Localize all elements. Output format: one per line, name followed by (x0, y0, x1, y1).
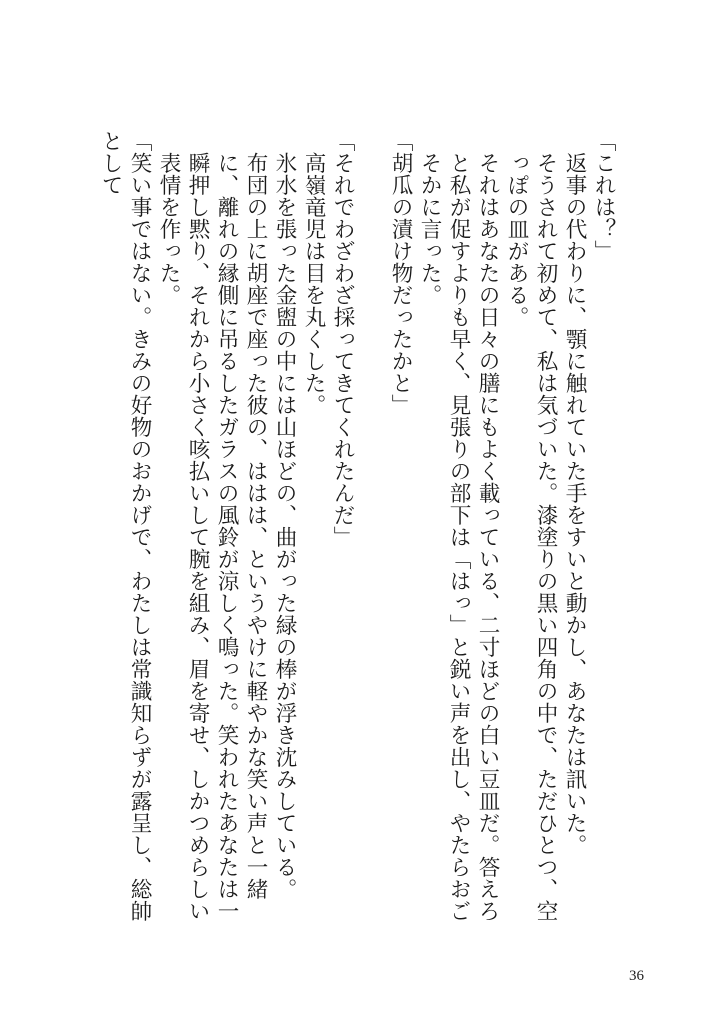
paragraph-7: 高嶺竜児は目を丸くした。 (301, 151, 326, 416)
paragraph-5: 「胡瓜の漬け物だったかと」 (388, 130, 413, 416)
paragraph-4: それはあなたの日々の膳にもよく載っている、二寸ほどの白い豆皿だ。答えろと私が促すよりも早く、見張りの部下は「はっ」と鋭い声を出し、やたらおごそかに言った。 (417, 151, 500, 922)
page-number: 36 (629, 968, 644, 984)
paragraph-10: 「笑い事ではない。きみの好物のおかげで、わたしは常識知らずが露呈し、総帥として (98, 130, 152, 922)
paragraph-9: 布団の上に胡座で座った彼の、ははは、というやけに軽やかな笑い声と一緒に、離れの縁側に吊るしたガラスの風鈴が涼しく鳴った。笑われたあなたは一瞬押し黙り、それから小さく咳払いして腕を組み、眉を寄せ、しかつめらしい表情を作った。 (156, 151, 268, 922)
paragraph-8: 氷水を張った金盥の中には山ほどの、曲がった緑の棒が浮き沈みしている。 (272, 151, 297, 900)
paragraph-2: 返事の代わりに、顎に触れていた手をすいと動かし、あなたは訊いた。 (562, 151, 587, 856)
paragraph-1: 「これは？」 (591, 130, 616, 262)
vertical-text-block (96, 130, 618, 930)
paragraph-3: そうされて初めて、私は気づいた。漆塗りの黒い四角の中で、ただひとつ、空っぽの皿がある。 (504, 151, 558, 922)
paragraph-6: 「それでわざわざ採ってきてくれたんだ」 (330, 130, 355, 548)
scene-break (357, 130, 386, 930)
